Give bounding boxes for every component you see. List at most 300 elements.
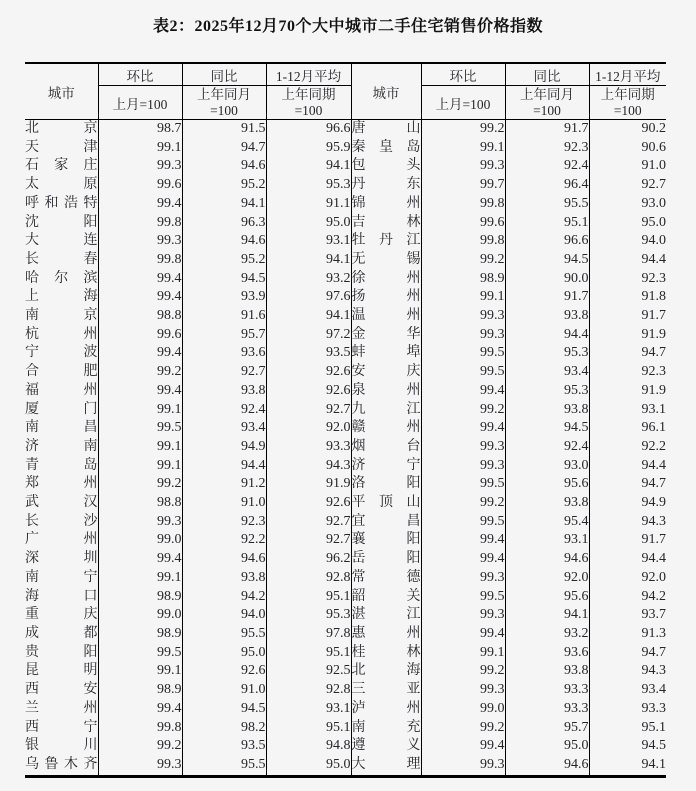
avg-value: 92.2 <box>589 438 666 457</box>
city-cell: 安庆 <box>351 363 421 382</box>
avg-value: 94.1 <box>589 756 666 776</box>
table-row <box>25 382 666 401</box>
mom-value: 99.5 <box>98 419 182 438</box>
yoy-value: 93.4 <box>182 419 266 438</box>
city-cell: 唐山 <box>351 120 421 139</box>
table-row <box>25 475 666 494</box>
yoy-value: 94.1 <box>182 195 266 214</box>
avg-value: 93.3 <box>589 700 666 719</box>
yoy-value: 95.7 <box>505 719 589 738</box>
city-cell: 长沙 <box>25 513 98 529</box>
city-cell: 遵义 <box>351 737 421 756</box>
table-body <box>25 120 666 777</box>
mom-value: 99.4 <box>421 550 505 569</box>
city-cell: 无锡 <box>351 251 421 270</box>
table-row <box>25 344 666 363</box>
city-cell: 长春 <box>25 251 98 267</box>
city-cell: 深圳 <box>25 551 98 567</box>
avg-value: 91.9 <box>589 382 666 401</box>
avg-value: 90.6 <box>589 139 666 158</box>
yoy-value: 93.6 <box>505 644 589 663</box>
mom-value: 99.8 <box>98 719 182 738</box>
table-row <box>25 700 666 719</box>
avg-value: 97.6 <box>266 288 351 307</box>
mom-value: 99.1 <box>421 644 505 663</box>
mom-value: 99.4 <box>421 419 505 438</box>
table-row <box>25 737 666 756</box>
avg-value: 95.1 <box>589 719 666 738</box>
yoy-value: 92.3 <box>505 139 589 158</box>
city-cell: 湛江 <box>351 606 421 625</box>
header-yoy-right: 同比 <box>505 63 589 86</box>
avg-value: 92.5 <box>266 662 351 681</box>
avg-value: 90.2 <box>589 120 666 139</box>
city-cell: 厦门 <box>25 401 98 417</box>
yoy-value: 93.5 <box>182 737 266 756</box>
avg-value: 92.8 <box>266 569 351 588</box>
mom-value: 99.2 <box>98 363 182 382</box>
mom-value: 99.2 <box>98 737 182 756</box>
mom-value: 99.4 <box>421 382 505 401</box>
yoy-value: 96.4 <box>505 176 589 195</box>
mom-value: 98.9 <box>421 270 505 289</box>
city-cell: 南京 <box>25 308 98 324</box>
city-cell: 泉州 <box>351 382 421 401</box>
avg-value: 96.6 <box>266 120 351 139</box>
table-row <box>25 531 666 550</box>
yoy-value: 94.6 <box>505 550 589 569</box>
mom-value: 99.4 <box>98 550 182 569</box>
yoy-value: 94.5 <box>182 700 266 719</box>
avg-value: 94.4 <box>589 550 666 569</box>
mom-value: 99.4 <box>98 195 182 214</box>
table-row <box>25 625 666 644</box>
city-cell: 郑州 <box>25 476 98 492</box>
city-cell: 襄阳 <box>351 531 421 550</box>
header-avg-left: 1-12月平均 <box>266 63 351 86</box>
header-avg-base-line1: 上年同期 <box>281 86 336 102</box>
header-row-1 <box>25 63 666 86</box>
table-row <box>25 494 666 513</box>
avg-value: 91.3 <box>589 625 666 644</box>
city-cell: 济南 <box>25 438 98 454</box>
mom-value: 99.8 <box>421 232 505 251</box>
mom-value: 99.3 <box>421 438 505 457</box>
city-cell: 天津 <box>25 139 98 155</box>
mom-value: 99.8 <box>98 214 182 233</box>
mom-value: 99.5 <box>421 344 505 363</box>
yoy-value: 93.2 <box>505 625 589 644</box>
city-cell: 南昌 <box>25 420 98 436</box>
mom-value: 99.0 <box>98 606 182 625</box>
avg-value: 92.7 <box>589 176 666 195</box>
mom-value: 99.2 <box>98 475 182 494</box>
header-row-2 <box>25 86 666 120</box>
mom-value: 98.7 <box>98 120 182 139</box>
city-cell: 福州 <box>25 382 98 398</box>
city-cell: 合肥 <box>25 364 98 380</box>
city-cell: 九江 <box>351 401 421 420</box>
city-cell: 金华 <box>351 326 421 345</box>
yoy-value: 92.3 <box>182 513 266 532</box>
city-cell: 丹东 <box>351 176 421 195</box>
avg-value: 92.0 <box>266 419 351 438</box>
table-row <box>25 157 666 176</box>
mom-value: 99.1 <box>421 139 505 158</box>
header-yoy-left: 同比 <box>182 63 266 86</box>
header-avg-base-left <box>266 86 351 120</box>
table-row <box>25 662 666 681</box>
header-mom-base-right: 上月=100 <box>421 86 505 120</box>
yoy-value: 95.7 <box>182 326 266 345</box>
city-cell: 泸州 <box>351 700 421 719</box>
yoy-value: 95.6 <box>505 475 589 494</box>
table-row <box>25 363 666 382</box>
mom-value: 99.0 <box>421 700 505 719</box>
avg-value: 94.7 <box>589 344 666 363</box>
city-cell: 北海 <box>351 662 421 681</box>
city-cell: 岳阳 <box>351 550 421 569</box>
mom-value: 99.5 <box>421 363 505 382</box>
yoy-value: 91.6 <box>182 307 266 326</box>
yoy-value: 96.6 <box>505 232 589 251</box>
city-cell: 韶关 <box>351 588 421 607</box>
mom-value: 99.6 <box>421 214 505 233</box>
table-row <box>25 251 666 270</box>
avg-value: 94.4 <box>589 251 666 270</box>
avg-value: 92.7 <box>266 531 351 550</box>
yoy-value: 93.9 <box>182 288 266 307</box>
yoy-value: 95.2 <box>182 251 266 270</box>
avg-value: 94.9 <box>589 494 666 513</box>
yoy-value: 94.6 <box>182 157 266 176</box>
yoy-value: 93.3 <box>505 681 589 700</box>
table-row <box>25 588 666 607</box>
avg-value: 95.1 <box>266 644 351 663</box>
city-cell: 牡丹江 <box>351 232 421 251</box>
mom-value: 99.3 <box>421 157 505 176</box>
avg-value: 95.3 <box>266 606 351 625</box>
avg-value: 93.7 <box>589 606 666 625</box>
yoy-value: 92.2 <box>182 531 266 550</box>
yoy-value: 93.3 <box>505 700 589 719</box>
city-cell: 扬州 <box>351 288 421 307</box>
city-cell: 北京 <box>25 121 98 136</box>
yoy-value: 94.0 <box>182 606 266 625</box>
header-yoy-base-line2: =100 <box>533 102 561 118</box>
yoy-value: 94.6 <box>182 232 266 251</box>
avg-value: 94.2 <box>589 588 666 607</box>
city-cell: 包头 <box>351 157 421 176</box>
avg-value: 92.0 <box>589 569 666 588</box>
city-cell: 西安 <box>25 682 98 698</box>
avg-value: 94.1 <box>266 307 351 326</box>
yoy-value: 95.2 <box>182 176 266 195</box>
yoy-value: 93.4 <box>505 363 589 382</box>
avg-value: 93.4 <box>589 681 666 700</box>
mom-value: 99.5 <box>421 588 505 607</box>
avg-value: 93.5 <box>266 344 351 363</box>
yoy-value: 91.5 <box>182 120 266 139</box>
city-cell: 大理 <box>351 756 421 776</box>
yoy-value: 94.2 <box>182 588 266 607</box>
city-cell: 徐州 <box>351 270 421 289</box>
table-row <box>25 419 666 438</box>
avg-value: 91.9 <box>266 475 351 494</box>
mom-value: 99.2 <box>421 494 505 513</box>
yoy-value: 94.9 <box>182 438 266 457</box>
avg-value: 95.9 <box>266 139 351 158</box>
avg-value: 95.3 <box>266 176 351 195</box>
yoy-value: 91.2 <box>182 475 266 494</box>
header-yoy-base-line1: 上年同月 <box>520 86 574 102</box>
yoy-value: 93.8 <box>182 382 266 401</box>
city-cell: 宜昌 <box>351 513 421 532</box>
avg-value: 93.1 <box>589 401 666 420</box>
mom-value: 99.8 <box>421 195 505 214</box>
city-cell: 南宁 <box>25 569 98 585</box>
yoy-value: 91.0 <box>182 494 266 513</box>
yoy-value: 94.1 <box>505 606 589 625</box>
table-row <box>25 176 666 195</box>
table-row <box>25 550 666 569</box>
mom-value: 99.6 <box>98 326 182 345</box>
avg-value: 94.3 <box>589 662 666 681</box>
yoy-value: 94.6 <box>182 550 266 569</box>
city-cell: 乌鲁木齐 <box>25 756 98 772</box>
header-avg-right: 1-12月平均 <box>589 63 666 86</box>
mom-value: 99.3 <box>421 307 505 326</box>
city-cell: 三亚 <box>351 681 421 700</box>
yoy-value: 95.6 <box>505 588 589 607</box>
table-row <box>25 326 666 345</box>
city-cell: 洛阳 <box>351 475 421 494</box>
mom-value: 98.8 <box>98 494 182 513</box>
mom-value: 99.3 <box>421 606 505 625</box>
yoy-value: 90.0 <box>505 270 589 289</box>
avg-value: 96.1 <box>589 419 666 438</box>
mom-value: 99.2 <box>421 401 505 420</box>
header-yoy-base-line1: 上年同月 <box>197 86 251 102</box>
yoy-value: 95.4 <box>505 513 589 532</box>
avg-value: 92.7 <box>266 401 351 420</box>
table-row <box>25 606 666 625</box>
city-cell: 哈尔滨 <box>25 270 98 286</box>
city-cell: 秦皇岛 <box>351 139 421 158</box>
avg-value: 92.8 <box>266 681 351 700</box>
yoy-value: 93.8 <box>505 494 589 513</box>
header-avg-base-line1: 上年同期 <box>600 86 655 102</box>
mom-value: 99.4 <box>98 270 182 289</box>
city-cell: 赣州 <box>351 419 421 438</box>
avg-value: 94.8 <box>266 737 351 756</box>
avg-value: 94.4 <box>589 457 666 476</box>
yoy-value: 94.5 <box>505 251 589 270</box>
yoy-value: 91.7 <box>505 288 589 307</box>
avg-value: 92.6 <box>266 382 351 401</box>
mom-value: 99.1 <box>98 457 182 476</box>
avg-value: 92.6 <box>266 494 351 513</box>
avg-value: 94.5 <box>589 737 666 756</box>
avg-value: 91.8 <box>589 288 666 307</box>
avg-value: 97.2 <box>266 326 351 345</box>
header-mom-base-left: 上月=100 <box>98 86 182 120</box>
city-cell: 兰州 <box>25 700 98 716</box>
yoy-value: 95.1 <box>505 214 589 233</box>
header-yoy-base-right <box>505 86 589 120</box>
city-cell: 常德 <box>351 569 421 588</box>
yoy-value: 94.4 <box>505 326 589 345</box>
mom-value: 99.4 <box>98 344 182 363</box>
table-row <box>25 438 666 457</box>
table-row <box>25 307 666 326</box>
table-row <box>25 120 666 139</box>
avg-value: 91.7 <box>589 531 666 550</box>
yoy-value: 92.7 <box>182 363 266 382</box>
yoy-value: 94.5 <box>505 419 589 438</box>
avg-value: 93.2 <box>266 270 351 289</box>
yoy-value: 94.7 <box>182 139 266 158</box>
mom-value: 99.4 <box>98 288 182 307</box>
header-yoy-base-line2: =100 <box>210 102 238 118</box>
table-row <box>25 644 666 663</box>
avg-value: 94.3 <box>589 513 666 532</box>
mom-value: 99.6 <box>98 176 182 195</box>
table-row <box>25 139 666 158</box>
mom-value: 99.3 <box>421 569 505 588</box>
mom-value: 99.5 <box>98 644 182 663</box>
yoy-value: 95.0 <box>182 644 266 663</box>
city-cell: 宁波 <box>25 345 98 361</box>
yoy-value: 91.0 <box>182 681 266 700</box>
avg-value: 94.1 <box>266 251 351 270</box>
avg-value: 94.7 <box>589 644 666 663</box>
city-cell: 上海 <box>25 289 98 305</box>
table-row <box>25 401 666 420</box>
city-cell: 武汉 <box>25 495 98 511</box>
table-row <box>25 719 666 738</box>
avg-value: 94.1 <box>266 157 351 176</box>
mom-value: 99.4 <box>421 625 505 644</box>
mom-value: 99.1 <box>98 569 182 588</box>
yoy-value: 91.7 <box>505 120 589 139</box>
avg-value: 93.0 <box>589 195 666 214</box>
avg-value: 93.1 <box>266 232 351 251</box>
city-cell: 烟台 <box>351 438 421 457</box>
mom-value: 99.4 <box>421 737 505 756</box>
city-cell: 青岛 <box>25 457 98 473</box>
mom-value: 99.5 <box>421 513 505 532</box>
mom-value: 99.2 <box>421 662 505 681</box>
city-cell: 桂林 <box>351 644 421 663</box>
avg-value: 95.1 <box>266 719 351 738</box>
table-row <box>25 756 666 776</box>
city-cell: 温州 <box>351 307 421 326</box>
mom-value: 99.4 <box>98 700 182 719</box>
header-mom-right: 环比 <box>421 63 505 86</box>
avg-value: 95.0 <box>589 214 666 233</box>
city-cell: 海口 <box>25 588 98 604</box>
city-cell: 成都 <box>25 625 98 641</box>
yoy-value: 93.8 <box>182 569 266 588</box>
city-cell: 昆明 <box>25 663 98 679</box>
mom-value: 99.2 <box>421 120 505 139</box>
mom-value: 99.3 <box>421 457 505 476</box>
avg-value: 96.2 <box>266 550 351 569</box>
avg-value: 92.6 <box>266 363 351 382</box>
yoy-value: 92.4 <box>505 438 589 457</box>
city-cell: 惠州 <box>351 625 421 644</box>
page-title: 表2：2025年12月70个大中城市二手住宅销售价格指数 <box>152 18 543 35</box>
yoy-value: 95.5 <box>182 625 266 644</box>
avg-value: 95.0 <box>266 756 351 776</box>
avg-value: 92.3 <box>589 363 666 382</box>
mom-value: 98.9 <box>98 588 182 607</box>
mom-value: 99.3 <box>421 681 505 700</box>
mom-value: 99.3 <box>98 756 182 776</box>
city-cell: 呼和浩特 <box>25 195 98 211</box>
yoy-value: 94.6 <box>505 756 589 776</box>
city-cell: 银川 <box>25 738 98 754</box>
avg-value: 94.3 <box>266 457 351 476</box>
yoy-value: 95.3 <box>505 344 589 363</box>
yoy-value: 92.0 <box>505 569 589 588</box>
avg-value: 92.3 <box>589 270 666 289</box>
yoy-value: 93.6 <box>182 344 266 363</box>
table-row <box>25 270 666 289</box>
mom-value: 99.4 <box>98 382 182 401</box>
avg-value: 91.1 <box>266 195 351 214</box>
city-cell: 重庆 <box>25 607 98 623</box>
table-row <box>25 288 666 307</box>
table-row <box>25 232 666 251</box>
mom-value: 99.0 <box>98 531 182 550</box>
yoy-value: 96.3 <box>182 214 266 233</box>
mom-value: 99.7 <box>421 176 505 195</box>
mom-value: 99.1 <box>98 401 182 420</box>
yoy-value: 92.4 <box>505 157 589 176</box>
city-cell: 广州 <box>25 532 98 548</box>
mom-value: 99.3 <box>421 326 505 345</box>
header-avg-base-right <box>589 86 666 120</box>
avg-value: 97.8 <box>266 625 351 644</box>
avg-value: 93.1 <box>266 700 351 719</box>
city-cell: 大连 <box>25 233 98 249</box>
mom-value: 99.3 <box>98 232 182 251</box>
avg-value: 95.1 <box>266 588 351 607</box>
mom-value: 99.3 <box>98 157 182 176</box>
avg-value: 93.3 <box>266 438 351 457</box>
avg-value: 94.7 <box>589 475 666 494</box>
table-row <box>25 195 666 214</box>
header-city-right: 城市 <box>351 63 421 120</box>
yoy-value: 95.5 <box>182 756 266 776</box>
avg-value: 95.0 <box>266 214 351 233</box>
city-cell: 平顶山 <box>351 494 421 513</box>
city-cell: 太原 <box>25 177 98 193</box>
mom-value: 99.1 <box>98 139 182 158</box>
mom-value: 98.9 <box>98 681 182 700</box>
mom-value: 99.3 <box>98 513 182 532</box>
yoy-value: 93.8 <box>505 307 589 326</box>
yoy-value: 92.4 <box>182 401 266 420</box>
table-row <box>25 513 666 532</box>
yoy-value: 98.2 <box>182 719 266 738</box>
city-cell: 沈阳 <box>25 214 98 230</box>
mom-value: 98.8 <box>98 307 182 326</box>
avg-value: 91.7 <box>589 307 666 326</box>
city-cell: 蚌埠 <box>351 344 421 363</box>
